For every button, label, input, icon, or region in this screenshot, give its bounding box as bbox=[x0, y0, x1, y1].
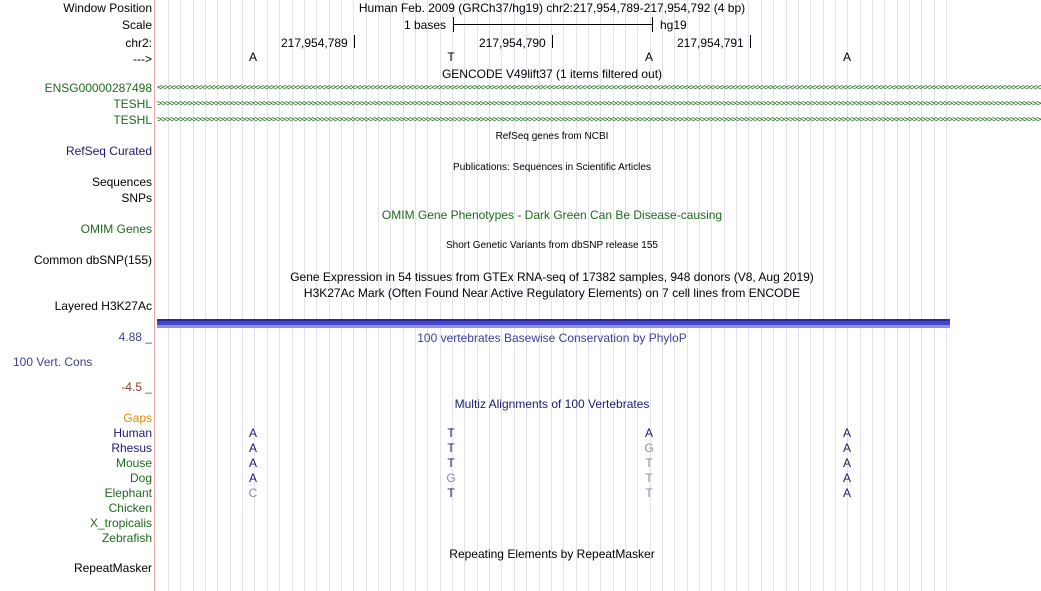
alignment-base: A bbox=[248, 426, 257, 440]
dbsnp-track-title: Short Genetic Variants from dbSNP release 155 bbox=[446, 240, 658, 251]
ref-base: T bbox=[447, 50, 455, 64]
omim-track-title: OMIM Gene Phenotypes - Dark Green Can Be Disease-causing bbox=[381, 208, 723, 222]
position-label-3: 217,954,791 bbox=[677, 36, 744, 50]
window-position-label[interactable]: Window Position bbox=[63, 1, 152, 15]
gene-label-teshl-2[interactable]: TESHL bbox=[113, 113, 152, 127]
species-label[interactable]: Zebrafish bbox=[101, 531, 152, 545]
species-label[interactable]: Dog bbox=[129, 471, 152, 485]
alignment-base: T bbox=[447, 456, 455, 470]
gene-strand-arrows: <<<<<<<<<<<<<<<<<<<<<<<<<<<<<<<<<<<<<<<<<<<<<<<<<<<<<<<<<<<<<<<<<<<<<<<<<<<<<<<<<<<<<<<<<<<<<<<<<<<<<<<<<<<<<<<<<<<<<<<<<<<<<<<<<<<<<<<<<<<<<<<<<<<<<<<<<<<<<<<<<<<<<<<<<<<<<<<<<<<<<<<<<<<<<<<<<<<<<<<< bbox=[157, 83, 1041, 93]
gene-track-teshl-1[interactable] bbox=[157, 98, 1041, 110]
alignment-base: A bbox=[842, 426, 851, 440]
species-label[interactable]: X_tropicalis bbox=[89, 516, 152, 530]
alignment-base: G bbox=[644, 441, 654, 455]
species-label[interactable]: Chicken bbox=[108, 501, 152, 515]
species-label[interactable]: Human bbox=[113, 426, 152, 440]
alignment-base: A bbox=[644, 426, 653, 440]
ref-base: A bbox=[248, 50, 257, 64]
repeatmasker-track-title: Repeating Elements by RepeatMasker bbox=[449, 547, 655, 561]
gene-track-teshl-2[interactable] bbox=[157, 114, 1041, 126]
alignment-base: A bbox=[248, 456, 257, 470]
alignment-base: A bbox=[842, 471, 851, 485]
alignment-base: A bbox=[248, 441, 257, 455]
refseq-track-title: RefSeq genes from NCBI bbox=[495, 131, 609, 142]
alignment-base: T bbox=[645, 471, 653, 485]
gene-strand-arrows: >>>>>>>>>>>>>>>>>>>>>>>>>>>>>>>>>>>>>>>>>>>>>>>>>>>>>>>>>>>>>>>>>>>>>>>>>>>>>>>>>>>>>>>>>>>>>>>>>>>>>>>>>>>>>>>>>>>>>>>>>>>>>>>>>>>>>>>>>>>>>>>>>>>>>>>>>>>>>>>>>>>>>>>>>>>>>>>>>>>>>>>>>>>>>>>>>>>>>>>> bbox=[157, 99, 1041, 109]
sequences-track-label[interactable]: Sequences bbox=[91, 175, 152, 189]
refseq-track-label[interactable]: RefSeq Curated bbox=[65, 144, 152, 158]
snps-track-label[interactable]: SNPs bbox=[121, 191, 152, 205]
omim-track-label[interactable]: OMIM Genes bbox=[80, 222, 152, 236]
publications-track-title: Publications: Sequences in Scientific Articles bbox=[453, 162, 651, 173]
alignment-base: A bbox=[248, 471, 257, 485]
alignment-base: A bbox=[842, 486, 851, 500]
scale-label[interactable]: Scale bbox=[121, 18, 152, 32]
h3k27ac-track-title: H3K27Ac Mark (Often Found Near Active Regulatory Elements) on 7 cell lines from ENCODE bbox=[303, 286, 801, 300]
species-label[interactable]: Mouse bbox=[115, 456, 152, 470]
scale-db-text: hg19 bbox=[660, 18, 687, 32]
gtex-track-title: Gene Expression in 54 tissues from GTEx RNA-seq of 17382 samples, 948 donors (V8, Aug 2019) bbox=[290, 270, 814, 284]
position-label-1: 217,954,789 bbox=[281, 36, 348, 50]
alignment-base: C bbox=[248, 486, 258, 500]
dbsnp-track-label[interactable]: Common dbSNP(155) bbox=[33, 253, 152, 267]
cons-max-label: 4.88 _ bbox=[118, 330, 152, 344]
alignment-base: A bbox=[842, 456, 851, 470]
ref-base: A bbox=[644, 50, 653, 64]
gencode-track-title: GENCODE V49lift37 (1 items filtered out) bbox=[441, 67, 663, 81]
repeatmasker-track-label[interactable]: RepeatMasker bbox=[73, 561, 152, 575]
scale-text: 1 bases bbox=[404, 18, 447, 32]
species-label[interactable]: Rhesus bbox=[111, 441, 152, 455]
species-label[interactable]: Elephant bbox=[104, 486, 152, 500]
alignment-base: T bbox=[447, 426, 455, 440]
chrom-label[interactable]: chr2: bbox=[125, 36, 152, 50]
alignment-base: T bbox=[447, 486, 455, 500]
gene-label-ensg[interactable]: ENSG00000287498 bbox=[44, 81, 152, 95]
sidebar-separator bbox=[154, 0, 155, 591]
position-label-2: 217,954,790 bbox=[479, 36, 546, 50]
gene-strand-arrows: >>>>>>>>>>>>>>>>>>>>>>>>>>>>>>>>>>>>>>>>>>>>>>>>>>>>>>>>>>>>>>>>>>>>>>>>>>>>>>>>>>>>>>>>>>>>>>>>>>>>>>>>>>>>>>>>>>>>>>>>>>>>>>>>>>>>>>>>>>>>>>>>>>>>>>>>>>>>>>>>>>>>>>>>>>>>>>>>>>>>>>>>>>>>>>>>>>>>>>>> bbox=[157, 115, 1041, 125]
conservation-track-title: 100 vertebrates Basewise Conservation by PhyloP bbox=[417, 331, 687, 345]
gaps-label[interactable]: Gaps bbox=[123, 411, 152, 425]
alignment-base: A bbox=[842, 441, 851, 455]
alignment-base: T bbox=[447, 441, 455, 455]
alignment-base: T bbox=[645, 486, 653, 500]
h3k27ac-track-label[interactable]: Layered H3K27Ac bbox=[54, 299, 152, 313]
multiz-track-title: Multiz Alignments of 100 Vertebrates bbox=[454, 397, 650, 411]
track-label-sidebar bbox=[0, 0, 154, 591]
ref-base: A bbox=[842, 50, 851, 64]
cons-min-label: -4.5 _ bbox=[121, 380, 152, 394]
gene-track-ensg[interactable] bbox=[157, 82, 1041, 94]
gene-label-teshl-1[interactable]: TESHL bbox=[113, 97, 152, 111]
alignment-base: G bbox=[446, 471, 456, 485]
assembly-position-text: Human Feb. 2009 (GRCh37/hg19) chr2:217,954,789-217,954,792 (4 bp) bbox=[358, 1, 746, 15]
strand-arrow-label[interactable]: ---> bbox=[133, 52, 152, 66]
h3k27ac-signal-bar[interactable] bbox=[157, 319, 950, 328]
alignment-base: T bbox=[645, 456, 653, 470]
cons-track-label[interactable]: 100 Vert. Cons bbox=[13, 355, 93, 369]
